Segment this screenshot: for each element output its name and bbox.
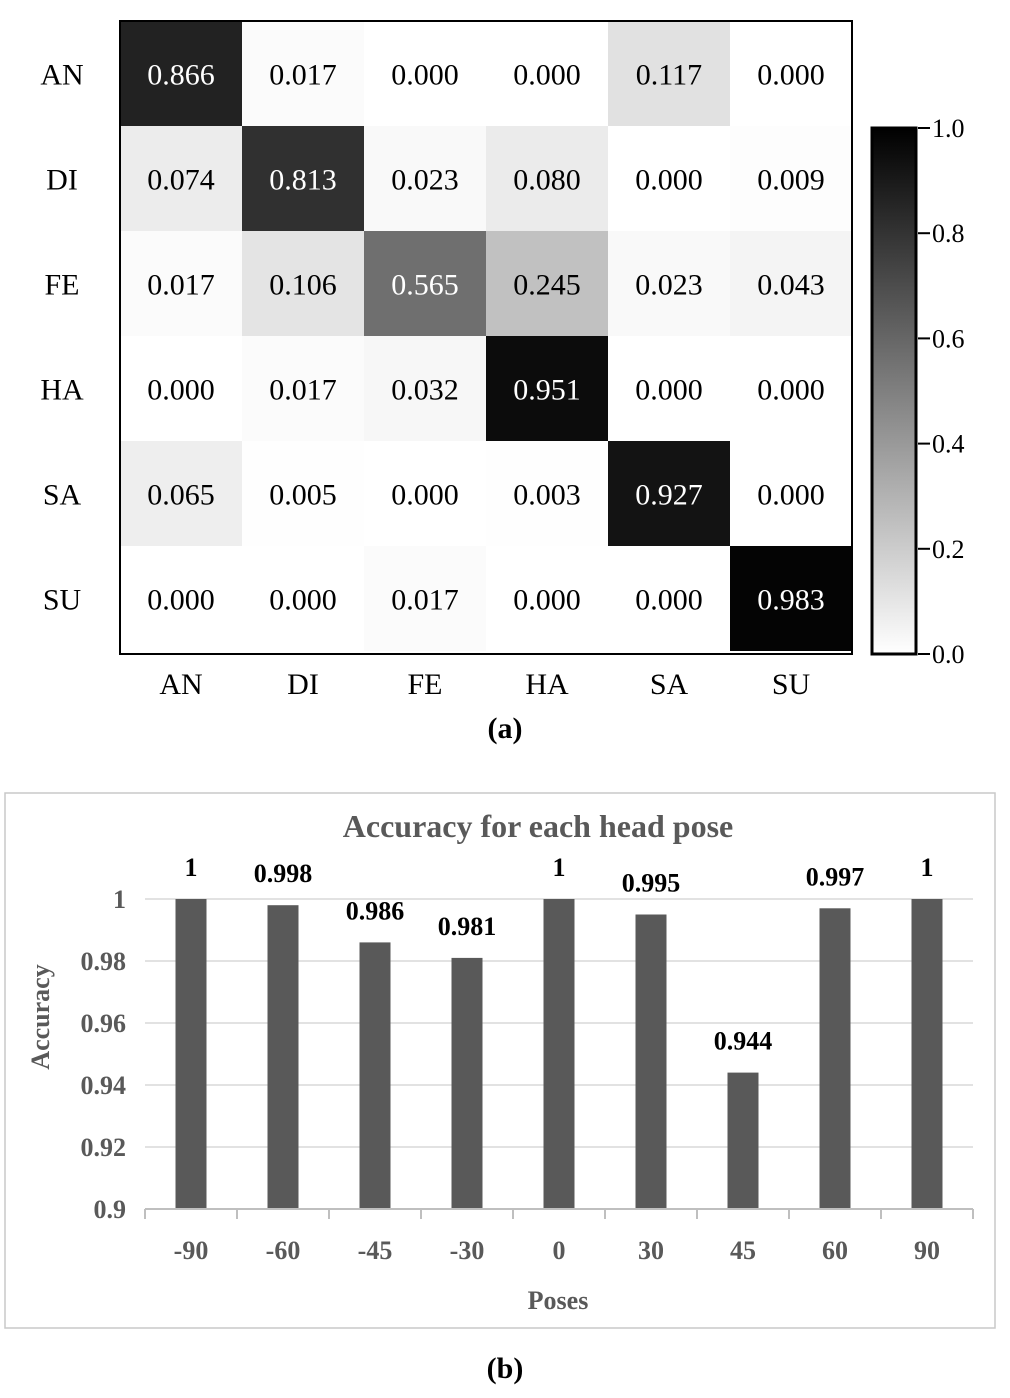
colorbar-tick-label: 0.6	[932, 324, 965, 354]
heatmap-col-label: FE	[407, 668, 443, 701]
heatmap-cell-value: 0.074	[147, 163, 215, 197]
heatmap-cell-value: 0.000	[757, 373, 825, 407]
heatmap-cell-value: 0.000	[391, 58, 459, 92]
bar-value-label: 0.998	[253, 859, 313, 889]
heatmap-col-label: HA	[525, 668, 569, 701]
heatmap-cell-value: 0.023	[635, 268, 703, 302]
colorbar-tick-label: 0.4	[932, 429, 965, 459]
heatmap-cell-value: 0.245	[513, 268, 581, 302]
bar	[820, 908, 851, 1209]
heatmap-row-label: AN	[40, 58, 84, 92]
heatmap-cell-value: 0.117	[635, 58, 703, 92]
colorbar-tick-label: 1.0	[932, 114, 965, 143]
y-tick-label: 0.94	[80, 1071, 126, 1100]
bar-value-label: 0.995	[621, 868, 681, 898]
heatmap-cell-value: 0.023	[391, 163, 459, 197]
heatmap-cell-value: 0.000	[269, 583, 337, 617]
heatmap-row-label: FE	[44, 268, 80, 302]
colorbar-ticks	[918, 114, 965, 669]
bar	[268, 905, 299, 1209]
heatmap-cell-value: 0.017	[269, 373, 337, 407]
heatmap-cell-value: 0.565	[391, 268, 459, 302]
heatmap-cell-value: 0.927	[635, 478, 703, 512]
heatmap-col-label: SA	[649, 668, 689, 701]
heatmap-row-label: SA	[42, 478, 82, 512]
y-tick-label: 0.92	[80, 1133, 126, 1162]
heatmap-cell-value: 0.080	[513, 163, 581, 197]
heatmap-cell-value: 0.000	[635, 163, 703, 197]
y-tick-label: 0.9	[93, 1195, 126, 1224]
heatmap-row-label: HA	[40, 373, 84, 407]
heatmap-cell-value: 0.017	[147, 268, 215, 302]
bar-value-label: 1	[552, 853, 566, 882]
heatmap-cell-value: 0.043	[757, 268, 825, 302]
heatmap-cell-value: 0.106	[269, 268, 337, 302]
bar-value-label: 0.981	[437, 911, 497, 941]
heatmap-col-labels	[159, 668, 810, 701]
heatmap-cell-value: 0.000	[757, 478, 825, 512]
bar	[544, 899, 575, 1209]
heatmap-row-labels	[40, 59, 84, 617]
heatmap-row-label: SU	[42, 583, 82, 617]
x-tick-label: 60	[822, 1236, 848, 1265]
y-tick-label: 1	[113, 885, 126, 914]
heatmap-col-label: DI	[287, 668, 319, 701]
bar	[728, 1073, 759, 1209]
heatmap-cell-value: 0.009	[757, 163, 825, 197]
bar	[636, 915, 667, 1210]
bar-value-label: 0.986	[345, 896, 405, 926]
heatmap-cell-value: 0.983	[757, 583, 825, 617]
accuracy-bar-chart	[0, 790, 1010, 1398]
heatmap-cell-value: 0.951	[513, 373, 581, 407]
heatmap-cell-value: 0.005	[269, 478, 337, 512]
x-tick-label: -45	[357, 1236, 393, 1265]
heatmap-cell-value: 0.065	[147, 478, 215, 512]
heatmap-row-label: DI	[46, 163, 78, 197]
heatmap-col-label: AN	[159, 668, 203, 701]
heatmap-cell-value: 0.003	[513, 478, 581, 512]
x-tick-label: 0	[552, 1236, 566, 1265]
heatmap-cell-value: 0.813	[269, 163, 337, 197]
bar-value-label: 0.944	[713, 1026, 773, 1056]
heatmap-cell-value: 0.000	[513, 583, 581, 617]
bar-value-label: 1	[184, 853, 198, 882]
heatmap-cell-value: 0.000	[391, 478, 459, 512]
x-tick-label: -90	[173, 1236, 209, 1265]
bar	[912, 899, 943, 1209]
bars	[176, 899, 943, 1209]
y-axis-label: Accuracy	[26, 964, 55, 1070]
x-tick-label: 45	[730, 1236, 756, 1265]
heatmap-cell-value: 0.017	[391, 583, 459, 617]
colorbar-tick-label: 0.2	[932, 534, 965, 564]
heatmap-cell-value: 0.000	[635, 583, 703, 617]
x-tick-label: 30	[638, 1236, 664, 1265]
x-tick-label: -60	[265, 1236, 301, 1265]
heatmap-cell-value: 0.032	[391, 373, 459, 407]
bar	[176, 899, 207, 1209]
chart-title: Accuracy for each head pose	[342, 808, 734, 844]
colorbar-tick-label: 0.8	[932, 219, 965, 249]
bar-value-label: 0.997	[805, 862, 865, 892]
heatmap-cell-value: 0.000	[513, 58, 581, 92]
y-tick-label: 0.98	[80, 947, 126, 976]
heatmap-cell-value: 0.017	[269, 58, 337, 92]
caption-a: (a)	[487, 712, 523, 745]
x-tick-label: -30	[449, 1236, 485, 1265]
heatmap-cell-value: 0.000	[635, 373, 703, 407]
heatmap-cell-value: 0.000	[147, 583, 215, 617]
bar-value-label: 1	[920, 853, 934, 882]
caption-b: (b)	[486, 1352, 524, 1385]
heatmap-cells	[120, 21, 852, 651]
x-axis-label: Poses	[527, 1286, 589, 1315]
y-tick-label: 0.96	[80, 1009, 126, 1038]
bar	[360, 942, 391, 1209]
bar	[452, 958, 483, 1209]
heatmap-col-label: SU	[771, 668, 811, 701]
heatmap-cell-value: 0.000	[757, 58, 825, 92]
heatmap-cell-value: 0.000	[147, 373, 215, 407]
heatmap-cell-value: 0.866	[147, 58, 215, 92]
x-tick-labels	[174, 1236, 940, 1265]
colorbar	[872, 128, 916, 654]
x-tick-label: 90	[914, 1236, 940, 1265]
colorbar-tick-label: 0.0	[932, 640, 965, 669]
